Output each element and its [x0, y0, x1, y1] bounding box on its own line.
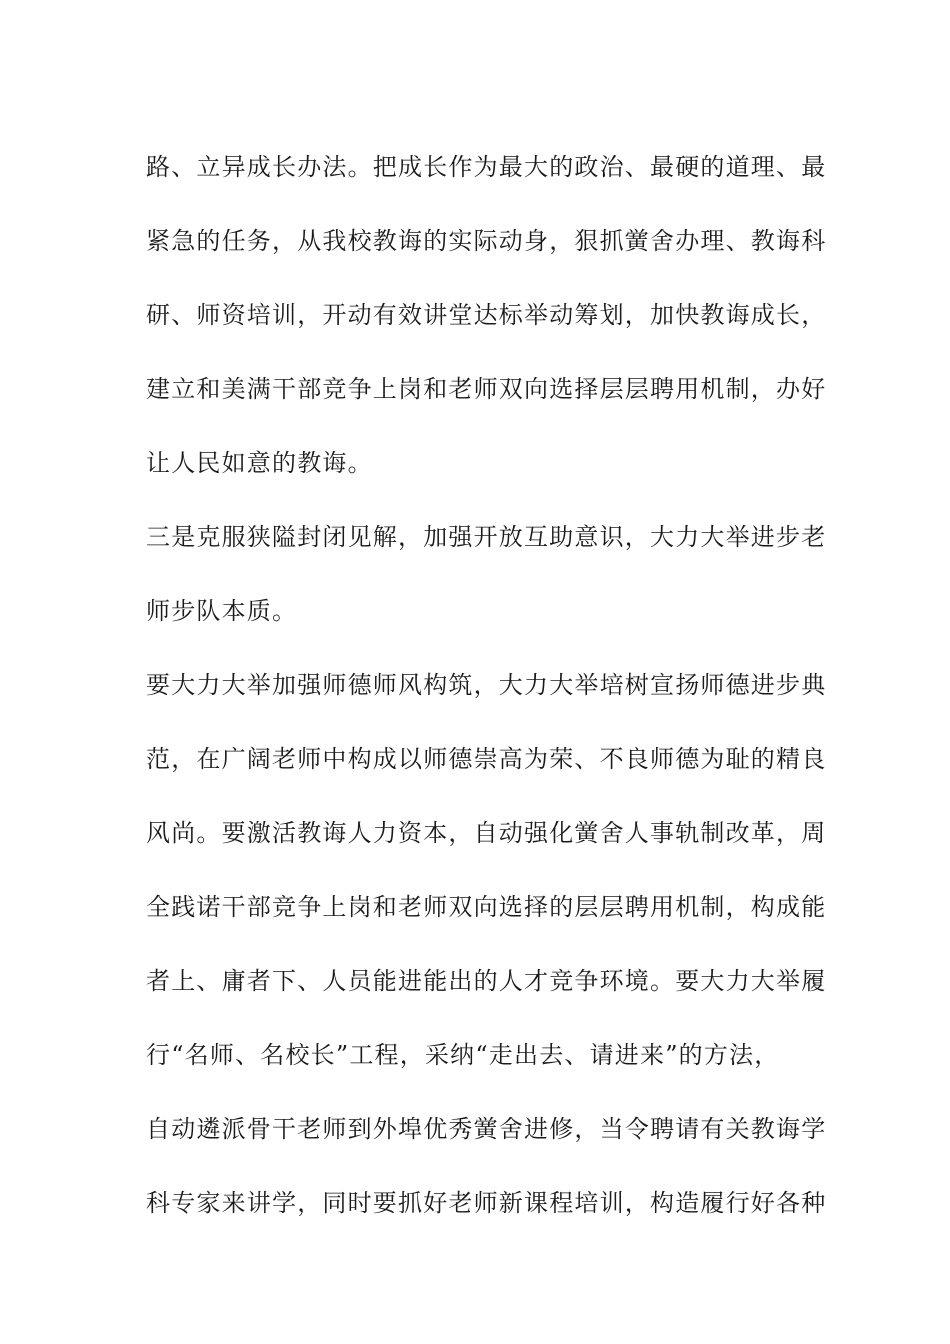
text-line: 行“名师、名校长”工程，采纳“走出去、请进来”的方法， — [146, 1041, 780, 1069]
text-line: 范，在广阔老师中构成以师德崇高为荣、不良师德为耻的精良 — [146, 745, 827, 773]
text-line: 建立和美满干部竞争上岗和老师双向选择层层聘用机制，办好 — [146, 375, 827, 403]
text-line: 科专家来讲学，同时要抓好老师新课程培训，构造履行好各种 — [146, 1189, 827, 1217]
text-line: 者上、庸者下、人员能进能出的人才竞争环境。要大力大举履 — [146, 967, 827, 995]
text-line: 要大力大举加强师德师风构筑，大力大举培树宣扬师德进步典 — [146, 671, 827, 699]
text-line: 风尚。要激活教诲人力资本，自动强化黉舍人事轨制改革，周 — [146, 819, 827, 847]
text-line: 路、立异成长办法。把成长作为最大的政治、最硬的道理、最 — [146, 153, 827, 181]
text-line: 研、师资培训，开动有效讲堂达标举动筹划，加快教诲成长， — [146, 301, 827, 329]
text-line: 让人民如意的教诲。 — [146, 449, 373, 477]
body-text — [146, 130, 827, 1240]
text-line: 师步队本质。 — [146, 597, 298, 625]
text-line: 全践诺干部竞争上岗和老师双向选择的层层聘用机制，构成能 — [146, 893, 827, 921]
text-line: 三是克服狭隘封闭见解，加强开放互助意识，大力大举进步老 — [146, 523, 827, 551]
text-line: 自动遴派骨干老师到外埠优秀黉舍进修，当令聘请有关教诲学 — [146, 1115, 827, 1143]
text-line: 紧急的任务，从我校教诲的实际动身，狠抓黉舍办理、教诲科 — [146, 227, 827, 255]
